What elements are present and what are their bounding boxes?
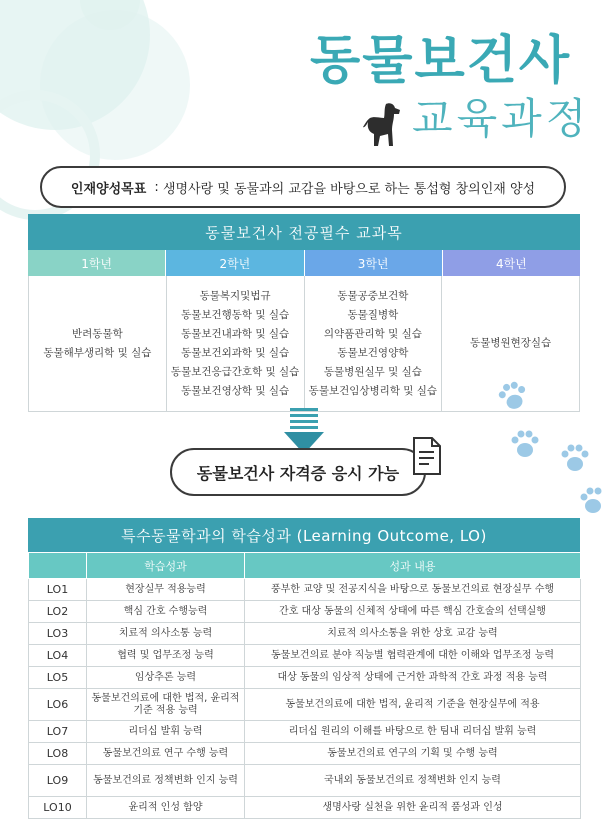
course-item: 의약품관리학 및 실습 xyxy=(323,327,422,340)
education-goal xyxy=(40,166,566,208)
lo-content: 생명사랑 실천을 위한 윤리적 품성과 인성 xyxy=(245,797,581,819)
table-row xyxy=(29,623,581,645)
course-item: 동물보건외과학 및 실습 xyxy=(181,346,290,359)
learning-outcomes-grid xyxy=(28,552,581,819)
course-item: 동물보건임상병리학 및 실습 xyxy=(308,384,438,397)
lo-code: LO3 xyxy=(29,623,87,645)
lo-code: LO5 xyxy=(29,667,87,689)
course-item: 동물보건응급간호학 및 실습 xyxy=(170,365,300,378)
column-header-code xyxy=(29,553,87,579)
course-item: 동물보건영양학 xyxy=(337,346,409,359)
table-row xyxy=(29,797,581,819)
goal-separator: : xyxy=(150,179,163,195)
lo-content: 동물보건의료에 대한 법적, 윤리적 기준을 현장실무에 적용 xyxy=(245,689,581,721)
lo-outcome: 리더십 발휘 능력 xyxy=(87,721,245,743)
lo-outcome: 임상추론 능력 xyxy=(87,667,245,689)
lo-content: 대상 동물의 임상적 상태에 근거한 과학적 간호 과정 적용 능력 xyxy=(245,667,581,689)
year-1-header: 1학년 xyxy=(28,250,166,276)
course-item: 동물해부생리학 및 실습 xyxy=(43,346,152,359)
table-row xyxy=(29,765,581,797)
course-item: 동물복지및법규 xyxy=(199,289,271,302)
lo-code: LO4 xyxy=(29,645,87,667)
course-item: 동물보건행동학 및 실습 xyxy=(181,308,290,321)
lo-outcome: 윤리적 인성 함양 xyxy=(87,797,245,819)
lo-content: 치료적 의사소통을 위한 상호 교감 능력 xyxy=(245,623,581,645)
year-3-header: 3학년 xyxy=(305,250,443,276)
lo-content: 리더십 원리의 이해를 바탕으로 한 팀내 리더십 발휘 능력 xyxy=(245,721,581,743)
page-subtitle: 교육과정 xyxy=(412,94,591,143)
lo-code: LO1 xyxy=(29,579,87,601)
lo-content: 국내외 동물보건의료 정책변화 인지 능력 xyxy=(245,765,581,797)
course-item: 반려동물학 xyxy=(72,327,123,340)
table-row xyxy=(29,743,581,765)
table-row xyxy=(29,689,581,721)
learning-outcomes-table xyxy=(28,518,580,819)
course-item: 동물병원현장실습 xyxy=(470,337,552,349)
course-item: 동물질병학 xyxy=(347,308,399,321)
table-row xyxy=(29,721,581,743)
lo-outcome: 동물보건의료 연구 수행 능력 xyxy=(87,743,245,765)
document-icon xyxy=(404,434,448,480)
year-2-header: 2학년 xyxy=(166,250,304,276)
course-item: 동물보건영상학 및 실습 xyxy=(181,384,290,397)
lo-code: LO10 xyxy=(29,797,87,819)
course-item: 동물병원실무 및 실습 xyxy=(323,365,422,378)
learning-outcomes-header: 특수동물학과의 학습성과 (Learning Outcome, LO) xyxy=(28,518,580,552)
course-item: 동물공중보건학 xyxy=(337,289,409,302)
year-2-courses xyxy=(167,276,305,411)
paw-print-icon xyxy=(508,428,542,460)
year-3-courses xyxy=(305,276,443,411)
year-4-header: 4학년 xyxy=(443,250,580,276)
required-courses-table xyxy=(28,214,580,412)
paw-print-icon xyxy=(578,486,604,516)
table-row xyxy=(29,601,581,623)
page-title: 동물보건사 xyxy=(310,31,572,91)
goal-label: 인재양성목표 xyxy=(70,181,147,197)
lo-code: LO8 xyxy=(29,743,87,765)
table-row xyxy=(29,645,581,667)
column-header-outcome: 학습성과 xyxy=(87,553,245,579)
year-header-row xyxy=(28,250,580,276)
lo-code: LO7 xyxy=(29,721,87,743)
lo-content: 동물보건의료 분야 직능별 협력관계에 대한 이해와 업무조정 능력 xyxy=(245,645,581,667)
course-item: 동물보건내과학 및 실습 xyxy=(181,327,290,340)
table-row xyxy=(29,667,581,689)
lo-content: 동물보건의료 연구의 기획 및 수행 능력 xyxy=(245,743,581,765)
lo-outcome: 치료적 의사소통 능력 xyxy=(87,623,245,645)
paw-print-icon xyxy=(558,442,592,474)
lo-outcome: 동물보건의료에 대한 법적, 윤리적 기준 적용 능력 xyxy=(87,689,245,721)
lo-code: LO9 xyxy=(29,765,87,797)
lo-outcome: 핵심 간호 수행능력 xyxy=(87,601,245,623)
lo-outcome: 동물보건의료 정책변화 인지 능력 xyxy=(87,765,245,797)
lo-outcome: 협력 및 업무조정 능력 xyxy=(87,645,245,667)
column-header-content: 성과 내용 xyxy=(245,553,581,579)
goal-text: 생명사랑 및 동물과의 교감을 바탕으로 하는 통섭형 창의인재 양성 xyxy=(162,181,536,197)
lo-code: LO6 xyxy=(29,689,87,721)
certification-eligibility: 동물보건사 자격증 응시 가능 xyxy=(170,448,426,496)
dog-silhouette-icon xyxy=(362,100,402,148)
year-1-courses xyxy=(29,276,167,411)
table-row xyxy=(29,579,581,601)
lo-outcome: 현장실무 적용능력 xyxy=(87,579,245,601)
required-courses-header: 동물보건사 전공필수 교과목 xyxy=(28,214,580,250)
lo-code: LO2 xyxy=(29,601,87,623)
lo-content: 풍부한 교양 및 전공지식을 바탕으로 동물보건의료 현장실무 수행 xyxy=(245,579,581,601)
column-header-row xyxy=(29,553,581,579)
lo-content: 간호 대상 동물의 신체적 상태에 따른 핵심 간호술의 선택실행 xyxy=(245,601,581,623)
